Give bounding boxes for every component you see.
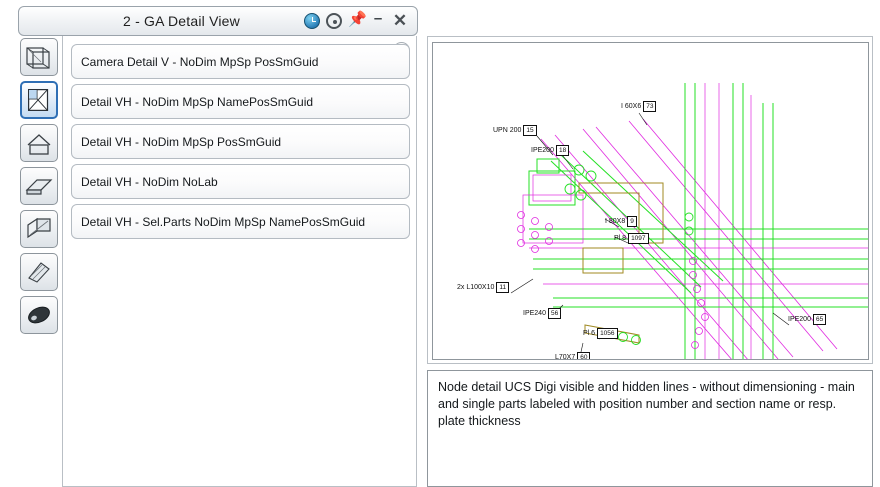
rail-button-house-view[interactable] — [20, 124, 58, 162]
description-box — [427, 370, 873, 487]
plate-view-icon — [21, 168, 57, 204]
page-title: 2 - GA Detail View — [123, 13, 240, 29]
section-view-icon — [21, 211, 57, 247]
list-item[interactable] — [71, 204, 410, 239]
annotation-label: Pl 8 1097 — [614, 233, 649, 244]
annotation-label: IPE240 56 — [523, 308, 561, 319]
preview-panel — [427, 36, 873, 364]
rail-button-detail-view[interactable] — [20, 81, 58, 119]
annotation-label: IPE200 18 — [531, 145, 569, 156]
list-item-label: Detail VH - Sel.Parts NoDim MpSp NamePosSmGuid — [81, 214, 366, 229]
annotation-label: I 80X8 9 — [605, 216, 637, 227]
detail-view-list — [71, 44, 410, 244]
clock-icon[interactable] — [304, 13, 320, 29]
detail-view-icon — [22, 83, 56, 117]
list-item-label: Detail VH - NoDim MpSp NamePosSmGuid — [81, 94, 314, 109]
camera-view-icon — [21, 39, 57, 75]
window-title-bar — [18, 6, 418, 36]
annotation-label: L70X7 60 — [555, 352, 590, 360]
rail-button-camera-view[interactable] — [20, 38, 58, 76]
annotation-label: UPN 200 15 — [493, 125, 537, 136]
close-icon[interactable]: ✕ — [392, 11, 408, 30]
annotation-label: 2x L100X10 11 — [457, 282, 509, 293]
rail-button-shading[interactable] — [20, 253, 58, 291]
rail-button-plate-view[interactable] — [20, 167, 58, 205]
marker-icon — [21, 297, 57, 333]
title-bar-icons — [304, 10, 417, 30]
rail-button-section-view[interactable] — [20, 210, 58, 248]
list-item-label: Detail VH - NoDim MpSp PosSmGuid — [81, 134, 282, 149]
annotation-label: IPE200 65 — [788, 314, 826, 325]
minimize-icon[interactable]: – — [373, 10, 383, 27]
detail-view-list-panel — [62, 36, 417, 487]
view-mode-rail — [20, 38, 60, 334]
gear-icon[interactable] — [326, 13, 342, 29]
list-item[interactable] — [71, 44, 410, 79]
annotation-label: Pl 6 1056 — [583, 328, 618, 339]
list-item[interactable] — [71, 84, 410, 119]
annotation-label: I 60X6 73 — [621, 101, 656, 112]
preview-drawing[interactable] — [432, 42, 869, 360]
shading-icon — [21, 254, 57, 290]
list-item-label: Detail VH - NoDim NoLab — [81, 174, 218, 189]
list-item[interactable] — [71, 164, 410, 199]
list-item-label: Camera Detail V - NoDim MpSp PosSmGuid — [81, 54, 319, 69]
pin-icon[interactable]: 📌 — [348, 11, 367, 28]
list-item[interactable] — [71, 124, 410, 159]
steel-node-detail-drawing — [433, 43, 869, 360]
rail-button-marker[interactable] — [20, 296, 58, 334]
description-text: Node detail UCS Digi visible and hidden lines - without dimensioning - main and single parts labeled with position number and section name or resp. plate thickness — [438, 380, 855, 428]
house-view-icon — [21, 125, 57, 161]
